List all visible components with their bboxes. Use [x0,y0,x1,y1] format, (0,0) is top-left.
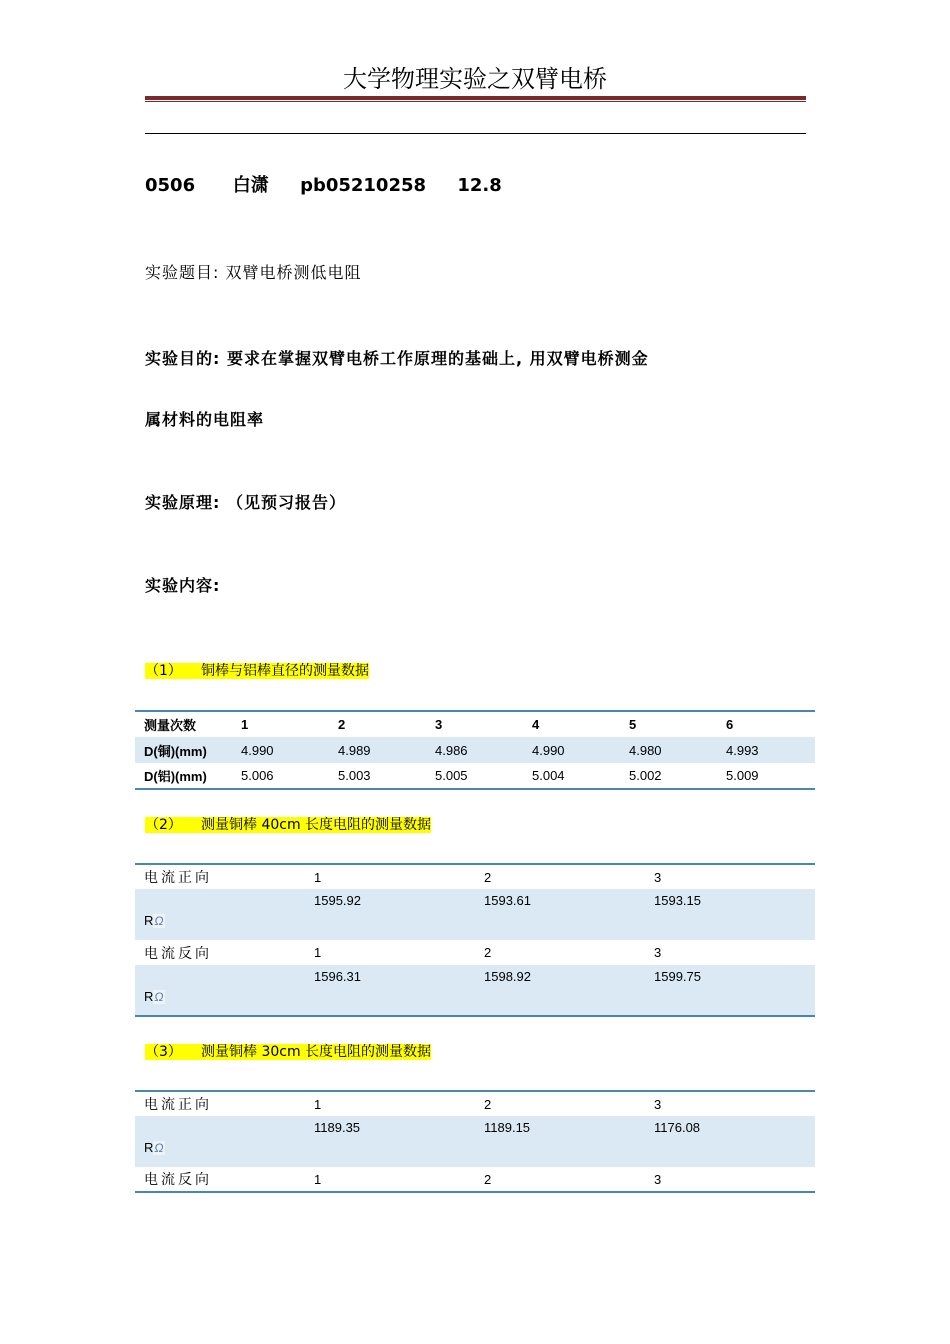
resistance-symbol: R [144,913,154,928]
caption-2-text: 测量铜棒 40cm 长度电阻的测量数据 [201,817,432,833]
table-cell: 1189.35 [305,1116,475,1167]
column-number: 2 [484,1096,492,1112]
report-date: 12.8 [457,175,502,196]
table-cell: 4.993 [717,737,815,763]
author-line [145,174,502,198]
table-cell: 1599.75 [645,965,815,1016]
table-header-cell: 2 [338,717,346,732]
table-cell: 5.009 [726,768,759,783]
table-cell: 1176.08 [645,1116,815,1167]
forward-current-label: 电流正向 [144,870,212,886]
divider-line [145,133,806,134]
column-number: 3 [654,1096,662,1112]
table-row [135,1116,815,1167]
column-number: 1 [314,1171,322,1187]
column-number: 3 [654,1171,662,1187]
caption-3-number: （3） [145,1044,182,1060]
row-label: D(铝)(mm) [144,769,207,784]
caption-3 [145,1042,431,1062]
table-row [135,1167,815,1192]
experiment-topic: 实验题目: 双臂电桥测低电阻 [145,263,362,282]
class-number: 0506 [145,175,196,196]
column-number: 1 [314,945,322,960]
experiment-principle: 实验原理: （见预习报告） [145,493,346,512]
column-number: 1 [314,869,322,885]
table-cell: 4.990 [523,737,620,763]
table-cell: 5.002 [629,768,662,783]
table-cell: 1596.31 [305,965,475,1016]
table-header-cell: 5 [629,717,637,732]
resistance-symbol: R [144,1140,154,1155]
caption-2-number: （2） [145,817,182,833]
table-cell: 5.006 [241,768,274,783]
header-rule-thin [145,101,806,102]
ohm-symbol: Ω [154,1141,164,1155]
column-number: 2 [484,1171,492,1187]
resistance-label [135,889,305,940]
table-cell: 1593.61 [475,889,645,940]
forward-current-label: 电流正向 [144,1097,212,1113]
diameter-table [135,710,815,790]
resistance-symbol: R [144,989,154,1004]
experiment-purpose-line2: 属材料的电阻率 [145,410,265,429]
resistance-label [135,965,305,1016]
table-cell: 1593.15 [645,889,815,940]
table-cell: 4.986 [426,737,523,763]
table-cell: 5.005 [435,768,468,783]
table-cell: 4.980 [620,737,717,763]
table-row [135,940,815,965]
column-number: 3 [654,945,662,960]
table-cell: 1595.92 [305,889,475,940]
caption-1 [145,661,369,681]
column-number: 2 [484,945,492,960]
table-header-cell: 测量次数 [144,718,197,733]
caption-3-text: 测量铜棒 30cm 长度电阻的测量数据 [201,1044,432,1060]
resistance-30cm-table [135,1090,815,1193]
column-number: 3 [654,869,662,885]
table-header-cell: 3 [435,717,443,732]
experiment-content: 实验内容: [145,576,221,595]
table-cell: 4.990 [232,737,329,763]
row-label: D(铜)(mm) [135,737,232,763]
author-name: 白潇 [232,175,269,196]
table-row [135,1091,815,1116]
document-title: 大学物理实验之双臂电桥 [343,65,607,93]
table-cell: 5.003 [338,768,371,783]
table-header-cell: 4 [532,717,540,732]
resistance-40cm-table [135,863,815,1017]
table-row [135,864,815,889]
table-cell: 4.989 [329,737,426,763]
table-header-cell: 1 [241,717,249,732]
caption-1-text: 铜棒与铝棒直径的测量数据 [201,663,369,679]
ohm-symbol: Ω [154,990,164,1004]
resistance-label [135,1116,305,1167]
table-row [135,711,815,737]
table-cell: 1189.15 [475,1116,645,1167]
student-id: pb05210258 [300,175,427,196]
table-cell: 5.004 [532,768,565,783]
caption-2 [145,815,431,835]
reverse-current-label: 电流反向 [144,1172,212,1188]
column-number: 2 [484,869,492,885]
table-cell: 1598.92 [475,965,645,1016]
ohm-symbol: Ω [154,914,164,928]
table-header-cell: 6 [726,717,734,732]
table-row [135,763,815,789]
experiment-purpose-line1: 实验目的: 要求在掌握双臂电桥工作原理的基础上, 用双臂电桥测金 [145,349,649,368]
column-number: 1 [314,1096,322,1112]
caption-1-number: （1） [145,663,182,679]
table-row [135,965,815,1016]
table-row [135,737,815,763]
header-rule-thick [145,96,806,100]
reverse-current-label: 电流反向 [144,945,212,962]
table-row [135,889,815,940]
